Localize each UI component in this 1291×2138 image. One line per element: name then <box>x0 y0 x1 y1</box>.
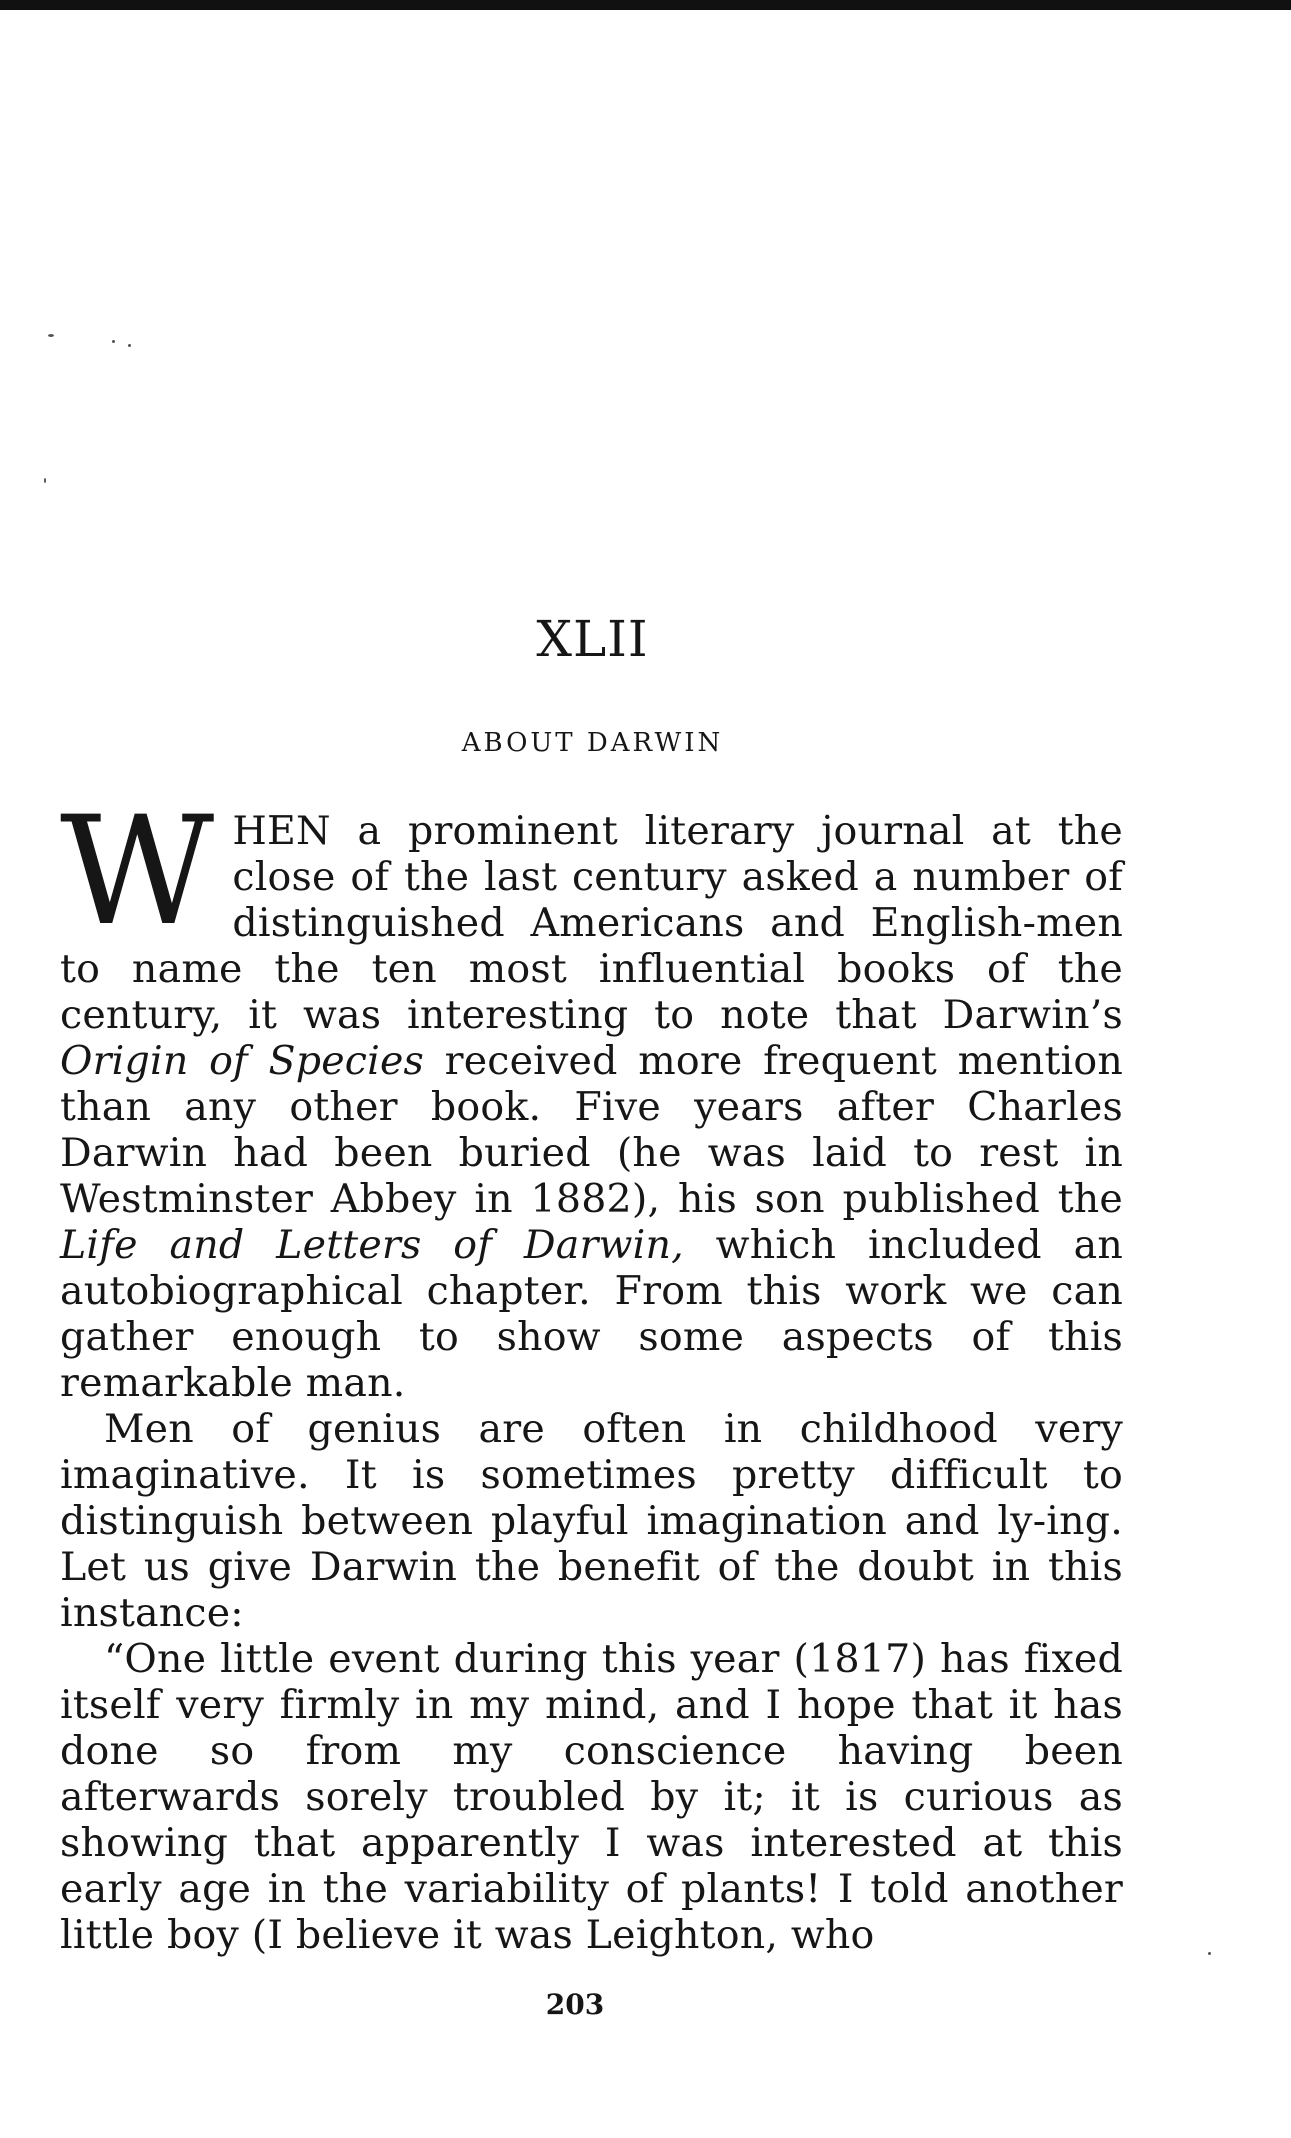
book-title-origin-of-species: Origin of Species <box>60 1038 425 1084</box>
book-title-life-and-letters: Life and Letters of Darwin, <box>60 1222 684 1268</box>
chapter-title: ABOUT DARWIN <box>461 728 724 758</box>
paragraph-1-text-c: which included an autobiographical chapter. From this work we can gather enough to show some aspects of this remarkable man. <box>60 1222 1123 1406</box>
paragraph-1-text-b: received more frequent mention than any other book. Five years after Charles Darwin had been buried (he was laid to rest in Westminster Abbey in 1882), his son published the <box>60 1038 1124 1222</box>
scan-speck <box>128 344 131 347</box>
drop-cap: W <box>60 785 215 959</box>
scan-speck <box>1208 1952 1211 1955</box>
scan-speck <box>112 340 115 343</box>
paragraph-1-text-a: HEN a prominent literary journal at the close of the last century asked a number of distinguished Americans and English-men to name the ten most influential books of the century, it was interesting to note that Darwin’s <box>60 808 1123 1038</box>
scan-speck <box>44 478 46 483</box>
page-number: 203 <box>545 1988 605 2021</box>
paragraph-1 <box>60 785 1124 1406</box>
top-edge-rule <box>0 0 1291 10</box>
body-text <box>60 785 1124 1958</box>
chapter-number: XLII <box>536 610 649 668</box>
paragraph-3: “One little event during this year (1817) has fixed itself very firmly in my mind, and I hope that it has done so from my conscience having been afterwards sorely troubled by it; it is curious as showing that apparently I was interested at this early age in the variability of plants! I told another little boy (I believe it was Leighton, who <box>60 1636 1123 1958</box>
scan-speck <box>48 334 54 337</box>
paragraph-2: Men of genius are often in childhood very imaginative. It is sometimes pretty difficult to distinguish between playful imagination and ly-ing. Let us give Darwin the benefit of the doubt in this instance: <box>60 1406 1123 1636</box>
